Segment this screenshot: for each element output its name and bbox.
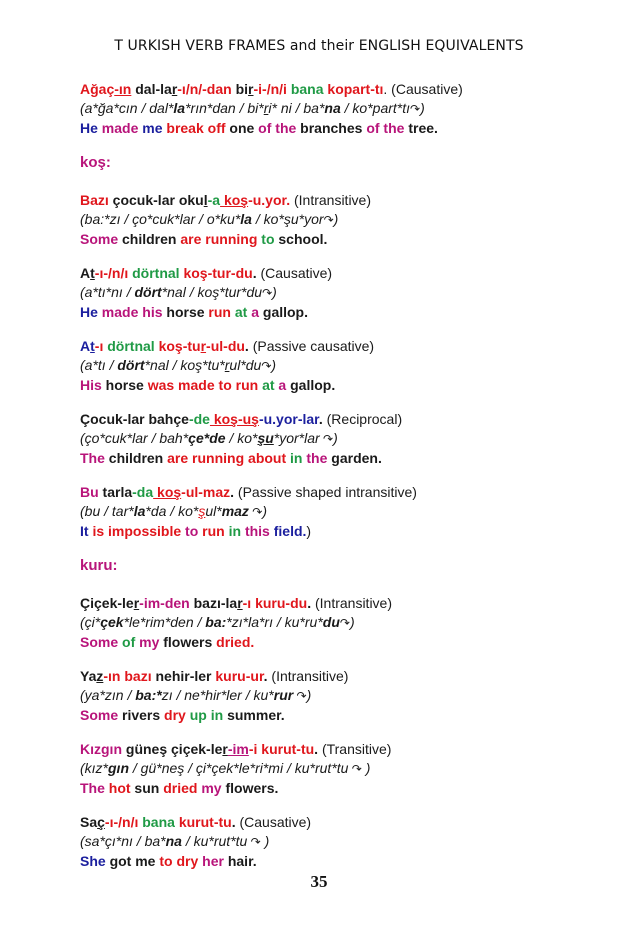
stress: dört [117,357,145,373]
english-line [80,706,600,725]
word: It [80,523,89,539]
word: horse [162,304,205,320]
suffix: -uş [237,411,259,427]
syllables: ul* [205,503,222,519]
label: (Intransitive) [267,668,349,684]
letter: z [96,668,104,684]
example-block [80,410,600,468]
example-block [80,80,600,138]
verb: kopart-tı [323,81,384,97]
punct: . [263,668,268,684]
word: Kızgın [80,741,122,757]
word: Ya [80,668,97,684]
syllables: ) [271,357,277,373]
stress: çe*de [188,430,226,446]
content [80,80,600,886]
suffix: -ı/n/-dan [177,81,232,97]
word: dried [159,780,198,796]
word: A [80,338,91,354]
pronunciation-line [80,759,600,779]
syllables: / ko* [225,430,258,446]
syllables: / ku*rut*tu [283,760,349,776]
word: bi [231,81,249,97]
letter: r [171,81,178,97]
word: a [274,377,287,393]
english-line [80,230,600,249]
word: at [258,377,275,393]
letter: l [203,192,208,208]
syllables: çek*le*ri*mi [211,760,284,776]
verb: koş-tu [154,338,201,354]
punct: . [318,411,323,427]
letter: r [224,357,230,373]
syllables: (a*ğa*cın / dal* [80,100,174,116]
syllables: (kız* [80,760,108,776]
verb: kurut-tu [257,741,315,757]
letter: t [90,265,95,281]
word: up [185,707,207,723]
verb: koş-tur-du [179,265,253,281]
syllables: (ba:*zı / ço*cuk*lar / o*ku* [80,211,241,227]
word: bazı [120,668,152,684]
label: (Intransitive) [290,192,372,208]
label: . (Causative) [383,81,463,97]
intonation-arc-icon: ↷ [262,286,273,300]
intonation-arc-icon: ↷ [261,359,272,373]
syllables: *nal / koş*tu* [144,357,225,373]
suffix: -da [132,484,154,500]
word: run [204,304,231,320]
word: about [244,450,287,466]
syllables: / gü*neş / çi* [129,760,212,776]
word: bana [286,81,324,97]
word: çiçek-le [167,741,223,757]
syllables: ) [260,833,270,849]
intonation-arc-icon: ↷ [319,432,334,446]
word: run [198,523,225,539]
word: the [271,120,297,136]
intonation-arc-icon: ↷ [248,505,263,519]
intonation-arc-icon: ↷ [323,213,334,227]
word: dry [160,707,186,723]
word: Some [80,707,119,723]
letter: r [222,741,228,757]
turkish-line [80,264,600,283]
verb: kuru-du [251,595,308,611]
pronunciation-line [80,613,600,633]
word: are running [176,231,258,247]
suffix: -im-den [139,595,190,611]
word: dried. [212,634,255,650]
word: school. [274,231,328,247]
syllables: (a*tı*nı / [80,284,135,300]
word: bazı-la [189,595,238,611]
word: my [197,780,222,796]
syllables: ul*du [229,357,262,373]
syllables: *yor*lar [273,430,320,446]
word: Çocuk-lar [80,411,145,427]
stress: dört [134,284,162,300]
suffix: -im [227,741,249,757]
punct: . [286,192,291,208]
turkish-line [80,80,600,99]
word: in [206,707,224,723]
word: break [162,120,204,136]
word: the [379,120,405,136]
page-title: T URKISH VERB FRAMES and their ENGLISH EQUIVALENTS [114,38,524,54]
syllables: / ku*rut*tu [181,833,248,849]
page-number: 35 [310,872,328,891]
verb: koş [220,192,249,208]
turkish-line [80,337,600,356]
syllables: *nal / koş*tur*du [161,284,263,300]
punct: . [307,595,312,611]
word: of [254,120,272,136]
syllables: *le*rim*den / [123,614,206,630]
word: Bazı [80,192,109,208]
word: Çiçek-le [80,595,134,611]
punct: . [230,484,235,500]
letter: r [248,81,254,97]
syllables: ) [361,760,371,776]
pronunciation-line [80,283,600,303]
stress: ba:* [135,687,162,703]
stress: na [324,100,341,116]
syllables: ) [262,503,267,519]
word: flowers. [221,780,279,796]
intonation-arc-icon: ↷ [247,835,261,849]
word: to [155,853,173,869]
punct: ) [306,523,312,539]
punct: . [244,338,249,354]
word: Some [80,634,119,650]
word: flowers [159,634,213,650]
word: field. [269,523,307,539]
word: hot [104,780,131,796]
word: this [241,523,270,539]
suffix: -de [188,411,210,427]
english-line [80,779,600,798]
word: güneş [122,741,168,757]
example-block [80,594,600,652]
letter: r [133,595,140,611]
letter: r [237,595,243,611]
syllables: zı / ne*hir*ler / ku* [161,687,274,703]
suffix: -u.yor [248,192,287,208]
suffix: -ı [242,595,252,611]
pronunciation-line [80,686,600,706]
stress: la [240,211,252,227]
word: dörtnal [128,265,180,281]
word: horse [101,377,144,393]
intonation-arc-icon: ↷ [410,102,421,116]
label: (Reciprocal) [322,411,403,427]
word: his [138,304,163,320]
suffix: -i [248,741,258,757]
word: summer. [223,707,285,723]
syllables: ) [333,211,339,227]
word: made [97,120,139,136]
suffix: -ı [94,338,104,354]
word: Ağaç [80,81,115,97]
english-line [80,522,600,541]
word: to [257,231,275,247]
word: children [118,231,177,247]
word: dal-la [131,81,172,97]
pronunciation-line [80,210,600,230]
letter: ş [198,503,206,519]
suffix: -ul-maz [181,484,231,500]
suffix: -ı-/n/ı [94,265,129,281]
word: bana [138,814,175,830]
stress: rur [273,687,294,703]
intonation-arc-icon: ↷ [339,616,350,630]
english-line [80,633,600,652]
syllables: / ko*part*tı [340,100,411,116]
suffix: -u.yor-lar [258,411,319,427]
verb: koş [209,411,238,427]
label: (Intransitive) [311,595,393,611]
word: bahçe [144,411,189,427]
word: rivers [118,707,161,723]
stress: maz [221,503,249,519]
syllables: *rın*dan / bi* [185,100,264,116]
pronunciation-line [80,502,600,522]
verb: kuru-ur [211,668,264,684]
word: tarla [98,484,133,500]
word: got [105,853,132,869]
stress: du [322,614,340,630]
word: dörtnal [103,338,155,354]
example-block [80,740,600,798]
label: (Transitive) [318,741,392,757]
example-block [80,264,600,322]
syllables: *zı*la*rı / ku*ru* [226,614,323,630]
word: çocuk-lar [108,192,175,208]
word: dry [172,853,199,869]
stress: na [165,833,182,849]
turkish-line [80,483,600,502]
word: the [302,450,328,466]
word: sun [130,780,160,796]
verb: koş [153,484,182,500]
pronunciation-line [80,429,600,449]
suffix: -ul-du [206,338,245,354]
word: Sa [80,814,98,830]
word: Bu [80,484,99,500]
word: He [80,304,98,320]
syllables: ) [333,430,338,446]
syllables: *da / ko* [145,503,199,519]
verb-heading: koş: [80,154,111,171]
intonation-arc-icon: ↷ [293,689,307,703]
example-block [80,813,600,871]
punct: . [314,741,319,757]
word: my [135,634,160,650]
syllables: (ço*cuk*lar / bah* [80,430,189,446]
syllables: ) [272,284,277,300]
syllables: ) [349,614,355,630]
stress: la [173,100,186,116]
stress: gın [108,760,129,776]
letter: r [200,338,207,354]
word: made [97,304,139,320]
word: are running [163,450,245,466]
label: (Passive shaped intransitive) [234,484,417,500]
word: gallop. [259,304,308,320]
english-line [80,119,600,138]
turkish-line [80,594,600,613]
word: her [198,853,224,869]
suffix: -i-/n/i [253,81,287,97]
word: in [224,523,242,539]
example-block [80,191,600,249]
verb-heading: kuru: [80,557,118,574]
suffix: -ı-/n/ı [104,814,139,830]
word: She [80,853,106,869]
example-block [80,483,600,541]
word: to run [214,377,259,393]
suffix: -ın [114,81,132,97]
word: of [118,634,136,650]
syllables: ) [306,687,312,703]
letter: ç [97,814,105,830]
word: hair. [223,853,257,869]
example-block [80,667,600,725]
syllables: i* ni / ba* [268,100,325,116]
word: me [138,120,163,136]
suffix: -a [207,192,221,208]
english-line [80,303,600,322]
syllables: / ko*şu*yor [251,211,324,227]
word: at [230,304,248,320]
turkish-line [80,191,600,210]
english-line [80,449,600,468]
example-block [80,337,600,395]
intonation-arc-icon: ↷ [348,762,362,776]
word: a [247,304,259,320]
suffix: -ın [103,668,121,684]
word: children [104,450,164,466]
word: off [203,120,226,136]
word: one [225,120,255,136]
letter: t [90,338,95,354]
word: A [80,265,91,281]
word: of [362,120,380,136]
pronunciation-line [80,832,600,852]
word: branches [296,120,363,136]
turkish-line [80,813,600,832]
turkish-line [80,740,600,759]
word: gallop. [286,377,336,393]
letter: r [263,100,269,116]
word: nehir-ler [151,668,212,684]
word: was made [143,377,215,393]
word: is impossible [88,523,182,539]
stress: şu [257,430,274,446]
word: His [80,377,102,393]
label: (Causative) [235,814,312,830]
stress: çek [100,614,124,630]
turkish-line [80,667,600,686]
syllables: (a*tı / [80,357,118,373]
pronunciation-line [80,99,600,119]
syllables: ) [420,100,425,116]
syllables: (çi* [80,614,101,630]
pronunciation-line [80,356,600,376]
stress: ba: [205,614,227,630]
word: He [80,120,98,136]
word: Some [80,231,119,247]
syllables: (sa*çı*nı / ba* [80,833,166,849]
word: tree. [404,120,438,136]
punct: . [231,814,236,830]
english-line [80,852,600,871]
turkish-line [80,410,600,429]
word: oku [174,192,204,208]
word: me [131,853,156,869]
syllables: (ya*zın / [80,687,136,703]
word: in [286,450,303,466]
label: (Causative) [256,265,333,281]
stress: la [133,503,146,519]
word: to [181,523,199,539]
syllables: (bu / tar* [80,503,134,519]
english-line [80,376,600,395]
word: garden. [327,450,382,466]
label: (Passive causative) [248,338,375,354]
verb: kurut-tu [174,814,232,830]
word: The [80,450,105,466]
word: The [80,780,105,796]
punct: . [252,265,257,281]
